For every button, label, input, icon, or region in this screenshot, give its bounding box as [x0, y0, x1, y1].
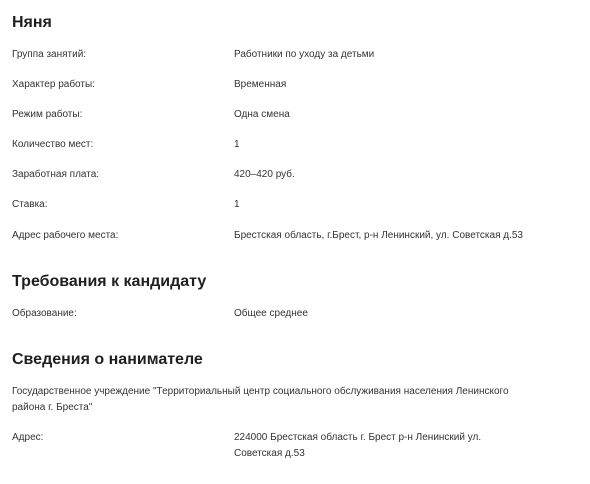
employer-address-value: 224000 Брестская область г. Брест р-н Ленинский ул. Советская д.53: [234, 432, 482, 459]
vacancy-title: Няня: [12, 14, 52, 31]
requirements-title: Требования к кандидату: [12, 273, 207, 290]
work-type-value: Временная: [234, 79, 287, 90]
occupation-group-label: Группа занятий:: [12, 49, 87, 60]
salary-label: Заработная плата:: [12, 169, 100, 180]
rate-value: 1: [234, 199, 240, 210]
occupation-group-value: Работники по уходу за детьми: [234, 49, 375, 60]
positions-count-value: 1: [234, 139, 240, 150]
education-label: Образование:: [12, 308, 77, 319]
employer-name: Государственное учреждение "Территориальный центр социального обслуживания населения Ленинского района г. Бреста": [12, 386, 509, 413]
positions-count-label: Количество мест:: [12, 139, 94, 150]
work-type-label: Характер работы:: [12, 79, 95, 90]
work-schedule-value: Одна смена: [234, 109, 290, 120]
workplace-address-value: Брестская область, г.Брест, р-н Ленинский, ул. Советская д.53: [234, 230, 523, 241]
workplace-address-label: Адрес рабочего места:: [12, 230, 119, 241]
employer-address-label: Адрес:: [12, 432, 44, 443]
work-schedule-label: Режим работы:: [12, 109, 83, 120]
rate-label: Ставка:: [12, 199, 48, 210]
salary-value: 420–420 руб.: [234, 169, 295, 180]
education-value: Общее среднее: [234, 308, 308, 319]
employer-title: Сведения о нанимателе: [12, 351, 203, 368]
